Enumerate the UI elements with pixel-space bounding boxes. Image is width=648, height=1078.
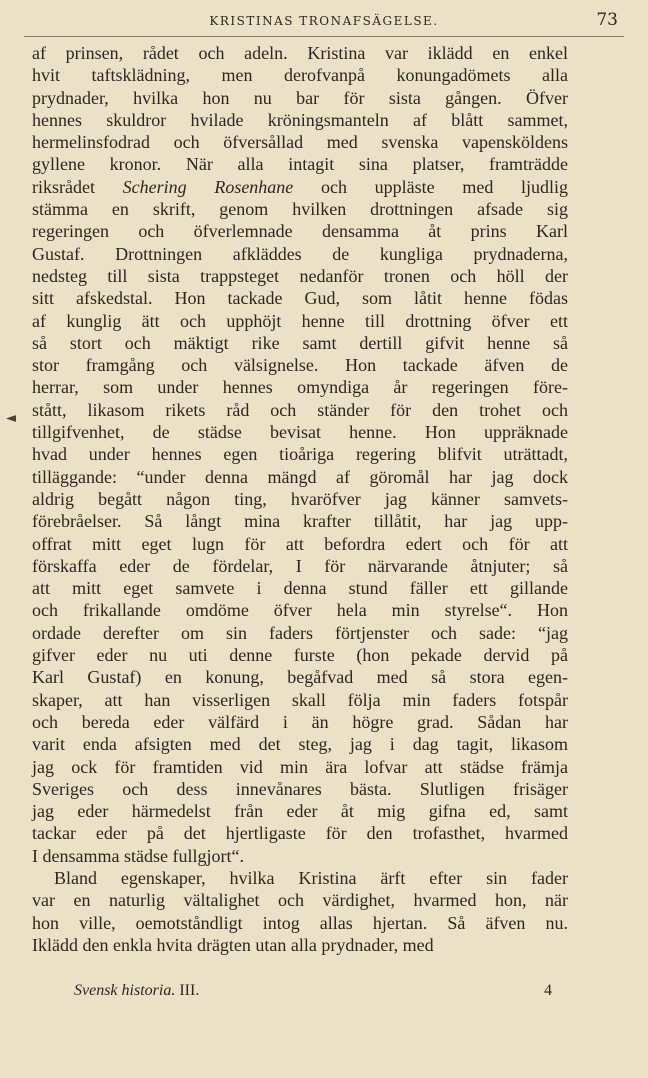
text-segment: och frikallande omdöme öfver hela min styrelse“. Hon bbox=[32, 600, 568, 621]
text-segment: regeringen och öfverlemnade densamma åt prins Karl bbox=[32, 221, 568, 242]
text-segment: stått, likasom rikets råd och ständer för den trohet och bbox=[32, 399, 568, 420]
text-line bbox=[32, 599, 568, 621]
text-segment: Iklädd den enkla hvita drägten utan alla prydnader, med bbox=[32, 934, 434, 955]
text-line bbox=[32, 265, 568, 287]
text-segment: hvad under hennes egen tioåriga regering blifvit uträttadt, bbox=[32, 444, 568, 465]
text-segment: var en naturlig vältalighet och värdighet, hvarmed hon, när bbox=[32, 890, 568, 911]
text-segment: tackar eder på det hjertligaste för den trofasthet, hvarmed bbox=[32, 823, 568, 844]
text-line bbox=[32, 689, 568, 711]
text-segment: jag ock för framtiden vid min ära lofvar att städse främja bbox=[32, 756, 568, 777]
text-segment: hon ville, oemotståndligt intog allas hjertan. Så äfven nu. bbox=[32, 912, 568, 933]
text-line bbox=[32, 756, 568, 778]
text-line bbox=[32, 220, 568, 242]
text-segment: Sveriges och dess innevånares bästa. Slutligen frisäger bbox=[32, 778, 568, 799]
text-line bbox=[32, 644, 568, 666]
text-line bbox=[32, 822, 568, 844]
text-segment: Karl Gustaf) en konung, begåfvad med så stora egen- bbox=[32, 667, 568, 688]
text-line bbox=[32, 622, 568, 644]
person-name: Schering Rosenhane bbox=[122, 176, 294, 197]
text-line bbox=[32, 867, 568, 889]
text-segment: Gustaf. Drottningen afkläddes de kungliga prydnaderna, bbox=[32, 243, 568, 264]
text-segment: af kunglig ätt och upphöjt henne till drottning öfver ett bbox=[32, 310, 568, 331]
text-line bbox=[32, 198, 568, 220]
text-line bbox=[32, 153, 568, 175]
text-segment: varit enda afsigten med det steg, jag i dag tagit, likasom bbox=[32, 734, 568, 755]
text-segment: nedsteg till sista trappsteget nedanför tronen och höll der bbox=[32, 265, 568, 286]
text-line bbox=[32, 889, 568, 911]
text-line bbox=[32, 555, 568, 577]
text-segment: förebråelser. Så långt mina krafter tillåtit, har jag upp- bbox=[32, 511, 568, 532]
text-line bbox=[32, 42, 568, 64]
text-segment: att mitt eget samvete i denna stund fäller ett gillande bbox=[32, 578, 568, 599]
text-segment: sitt afskedstal. Hon tackade Gud, som låtit henne födas bbox=[32, 288, 568, 309]
text-line bbox=[32, 287, 568, 309]
signature-title: Svensk historia. bbox=[74, 982, 176, 999]
text-line bbox=[32, 64, 568, 86]
text-line bbox=[32, 778, 568, 800]
text-line bbox=[32, 488, 568, 510]
text-segment: stämma en skrift, genom hvilken drottningen afsade sig bbox=[32, 199, 568, 220]
text-line bbox=[32, 845, 568, 867]
text-line bbox=[32, 800, 568, 822]
text-line bbox=[32, 131, 568, 153]
text-line bbox=[32, 332, 568, 354]
text-line bbox=[32, 87, 568, 109]
text-line bbox=[32, 176, 568, 198]
text-line bbox=[32, 510, 568, 532]
text-segment: tillgifvenhet, de städse bevisat henne. Hon uppräknade bbox=[32, 422, 568, 443]
text-line bbox=[32, 243, 568, 265]
page-header bbox=[24, 12, 624, 37]
text-segment: stor framgång och välsignelse. Hon tackade äfven de bbox=[32, 355, 568, 376]
running-head: KRISTINAS TRONAFSÄGELSE. bbox=[209, 14, 439, 28]
text-segment: tilläggande: “under denna mängd af göromål har jag dock bbox=[32, 466, 568, 487]
text-line bbox=[32, 533, 568, 555]
text-segment: och bereda eder välfärd i än högre grad. Sådan har bbox=[32, 711, 568, 732]
text-segment: hennes skuldror hvilade kröningsmanteln af blått sammet, bbox=[32, 109, 568, 130]
text-line bbox=[32, 310, 568, 332]
text-line bbox=[32, 399, 568, 421]
text-segment: jag eder härmedelst från eder åt mig gifna ed, samt bbox=[32, 801, 568, 822]
sheet-number: 4 bbox=[544, 982, 552, 999]
text-line bbox=[32, 934, 568, 956]
text-segment: aldrig begått någon ting, hvaröfver jag känner samvets- bbox=[32, 488, 568, 509]
text-segment: gifver eder nu uti denne furste (hon pekade dervid på bbox=[32, 645, 568, 666]
page-footer bbox=[74, 982, 552, 1006]
text-segment: så stort och mäktigt rike samt dertill gifvit henne så bbox=[32, 332, 568, 353]
page-number: 73 bbox=[596, 10, 618, 30]
text-segment: hvit taftsklädning, men derofvanpå konungadömets alla bbox=[32, 65, 568, 86]
text-line bbox=[32, 109, 568, 131]
text-segment: hermelinsfodrad och öfversållad med svenska vapensköldens bbox=[32, 132, 568, 153]
signature-mark bbox=[74, 982, 199, 1000]
text-line bbox=[32, 733, 568, 755]
margin-mark-icon bbox=[6, 415, 16, 422]
volume-number: III. bbox=[179, 982, 200, 999]
text-segment: Bland egenskaper, hvilka Kristina ärft efter sin fader bbox=[54, 867, 568, 888]
text-segment: förskaffa eder de fördelar, I för närvarande åtnjuter; så bbox=[32, 555, 568, 576]
text-line bbox=[32, 421, 568, 443]
text-segment: herrar, som under hennes omyndiga år regeringen före- bbox=[32, 377, 568, 398]
text-line bbox=[32, 666, 568, 688]
text-segment: gyllene kronor. När alla intagit sina platser, framträdde bbox=[32, 154, 568, 175]
text-segment: prydnader, hvilka hon nu bar för sista gången. Öfver bbox=[32, 87, 568, 108]
body-text bbox=[32, 42, 568, 956]
text-segment: af prinsen, rådet och adeln. Kristina var iklädd en enkel bbox=[32, 43, 568, 63]
text-line bbox=[32, 443, 568, 465]
text-line bbox=[32, 466, 568, 488]
text-segment: riksrådet bbox=[32, 176, 123, 197]
text-line bbox=[32, 577, 568, 599]
text-segment: ordade derefter om sin faders förtjenster och sade: “jag bbox=[32, 622, 568, 643]
text-segment: I densamma städse fullgjort“. bbox=[32, 845, 244, 866]
text-line bbox=[32, 354, 568, 376]
text-line bbox=[32, 912, 568, 934]
text-segment: skaper, att han visserligen skall följa min faders fotspår bbox=[32, 689, 568, 710]
text-line bbox=[32, 711, 568, 733]
text-segment: offrat mitt eget lugn för att befordra edert och för att bbox=[32, 533, 568, 554]
text-line bbox=[32, 376, 568, 398]
text-segment: och uppläste med ljudlig bbox=[293, 176, 568, 197]
